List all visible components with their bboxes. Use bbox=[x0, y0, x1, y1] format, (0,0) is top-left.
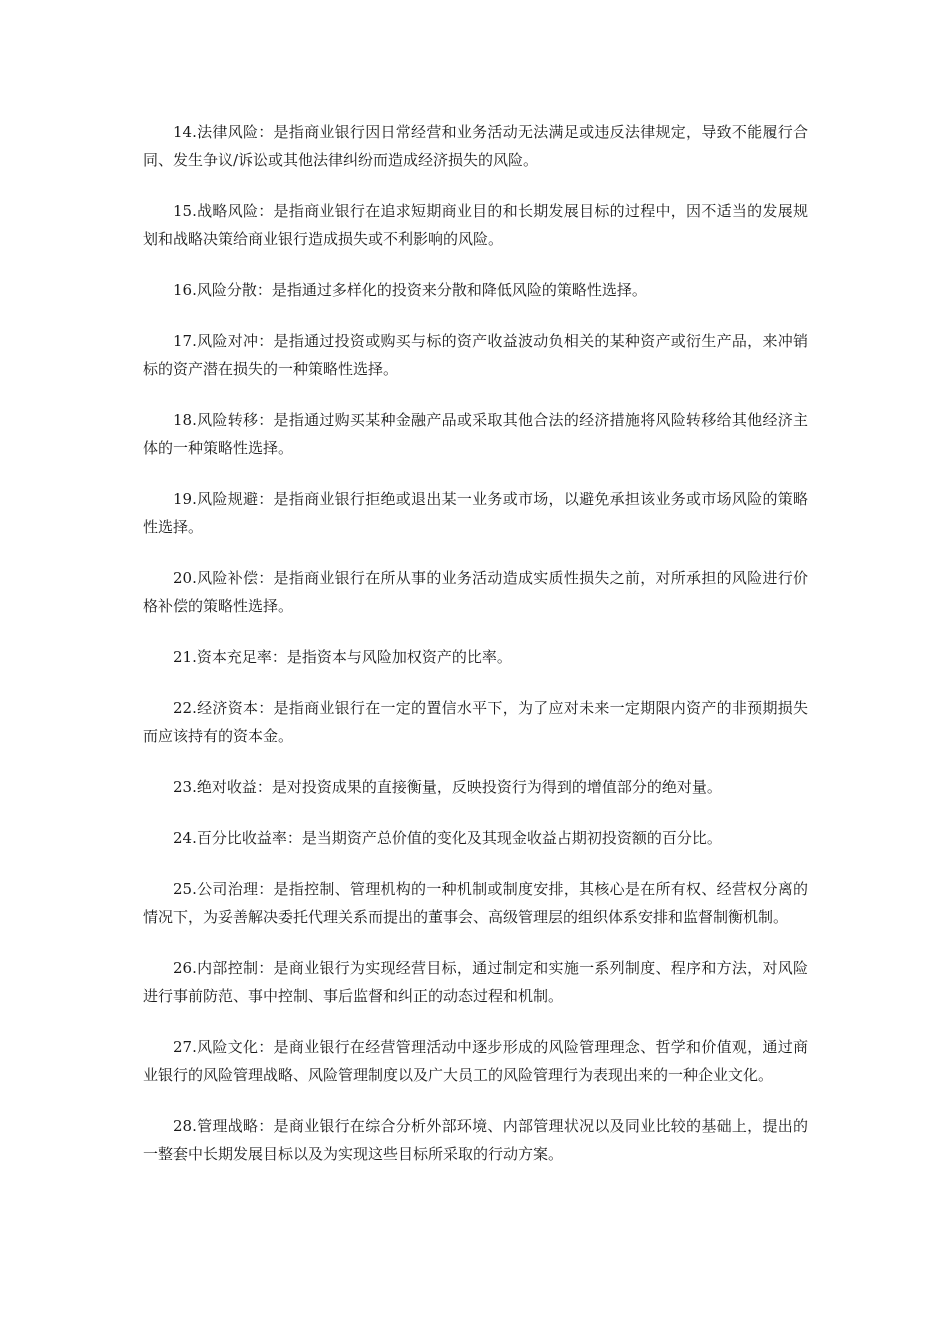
definition-paragraph-27: 27.风险文化：是商业银行在经营管理活动中逐步形成的风险管理理念、哲学和价值观，通过商业银行的风险管理战略、风险管理制度以及广大员工的风险管理行为表现出来的一种企业文化。 bbox=[143, 1038, 808, 1084]
definition-paragraph-15: 15.战略风险：是指商业银行在追求短期商业目的和长期发展目标的过程中，因不适当的发展规划和战略决策给商业银行造成损失或不利影响的风险。 bbox=[143, 202, 808, 248]
definition-paragraph-18: 18.风险转移：是指通过购买某种金融产品或采取其他合法的经济措施将风险转移给其他经济主体的一种策略性选择。 bbox=[143, 411, 808, 457]
definition-paragraph-22: 22.经济资本：是指商业银行在一定的置信水平下，为了应对未来一定期限内资产的非预期损失而应该持有的资本金。 bbox=[143, 699, 808, 745]
definition-paragraph-14: 14.法律风险：是指商业银行因日常经营和业务活动无法满足或违反法律规定，导致不能履行合同、发生争议/诉讼或其他法律纠纷而造成经济损失的风险。 bbox=[143, 123, 808, 169]
definition-paragraph-25: 25.公司治理：是指控制、管理机构的一种机制或制度安排，其核心是在所有权、经营权分离的情况下，为妥善解决委托代理关系而提出的董事会、高级管理层的组织体系安排和监督制衡机制。 bbox=[143, 880, 808, 926]
definition-paragraph-26: 26.内部控制：是商业银行为实现经营目标，通过制定和实施一系列制度、程序和方法，对风险进行事前防范、事中控制、事后监督和纠正的动态过程和机制。 bbox=[143, 959, 808, 1005]
definition-paragraph-19: 19.风险规避：是指商业银行拒绝或退出某一业务或市场，以避免承担该业务或市场风险的策略性选择。 bbox=[143, 490, 808, 536]
definition-paragraph-23: 23.绝对收益：是对投资成果的直接衡量，反映投资行为得到的增值部分的绝对量。 bbox=[173, 778, 722, 796]
definition-paragraph-20: 20.风险补偿：是指商业银行在所从事的业务活动造成实质性损失之前，对所承担的风险进行价格补偿的策略性选择。 bbox=[143, 569, 808, 615]
definition-paragraph-16: 16.风险分散：是指通过多样化的投资来分散和降低风险的策略性选择。 bbox=[173, 281, 647, 299]
definition-paragraph-24: 24.百分比收益率：是当期资产总价值的变化及其现金收益占期初投资额的百分比。 bbox=[173, 829, 722, 847]
definition-paragraph-28: 28.管理战略：是商业银行在综合分析外部环境、内部管理状况以及同业比较的基础上，提出的一整套中长期发展目标以及为实现这些目标所采取的行动方案。 bbox=[143, 1117, 808, 1163]
document-page bbox=[143, 118, 808, 1191]
definition-paragraph-21: 21.资本充足率：是指资本与风险加权资产的比率。 bbox=[173, 648, 512, 666]
definition-paragraph-17: 17.风险对冲：是指通过投资或购买与标的资产收益波动负相关的某种资产或衍生产品，来冲销标的资产潜在损失的一种策略性选择。 bbox=[143, 332, 808, 378]
